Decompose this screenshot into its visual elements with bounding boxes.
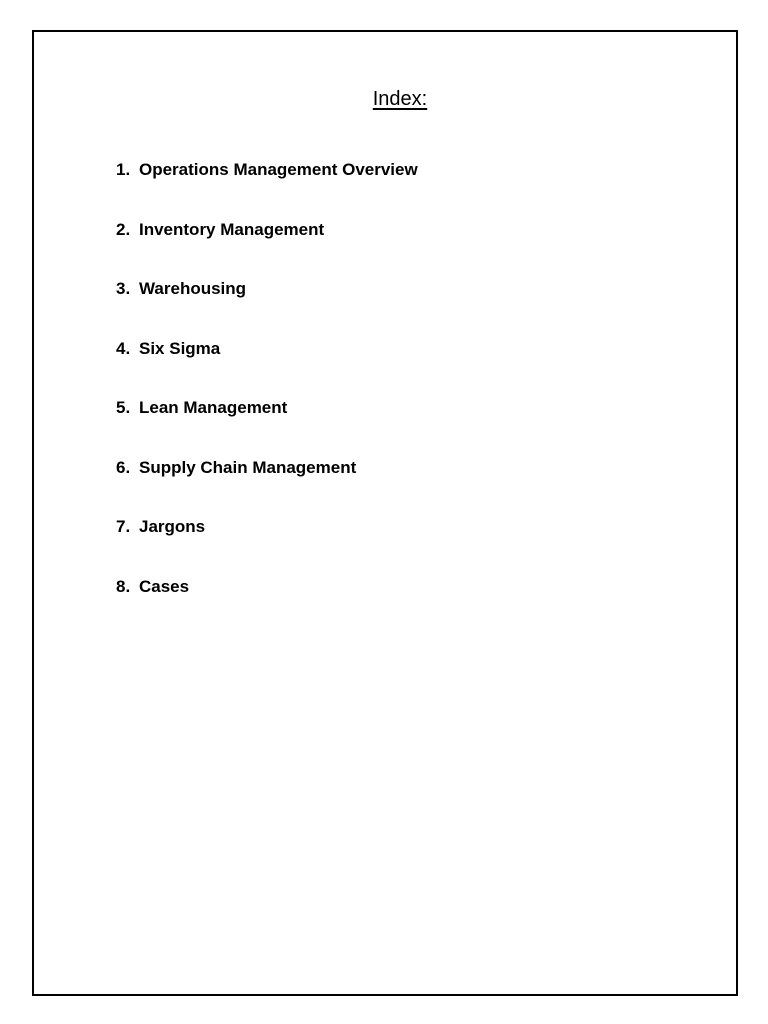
index-item-number: 2. bbox=[116, 219, 131, 239]
index-list bbox=[116, 160, 418, 636]
index-title: Index: bbox=[372, 88, 428, 110]
index-item-number: 3. bbox=[116, 279, 131, 298]
index-item bbox=[116, 517, 418, 577]
index-item bbox=[116, 279, 418, 339]
index-item-number: 5. bbox=[116, 398, 131, 417]
index-item-number: 4. bbox=[116, 338, 131, 358]
index-item bbox=[116, 577, 418, 637]
index-item-label: Lean Management bbox=[139, 398, 288, 417]
index-item-label: Operations Management Overview bbox=[139, 160, 418, 179]
index-item bbox=[116, 220, 418, 280]
index-item-number: 6. bbox=[116, 457, 131, 477]
index-item-label: Warehousing bbox=[139, 279, 247, 298]
index-item-label: Supply Chain Management bbox=[139, 457, 357, 477]
index-item-label: Inventory Management bbox=[139, 219, 325, 239]
index-item-label: Six Sigma bbox=[139, 338, 221, 358]
index-item bbox=[116, 160, 418, 220]
index-item bbox=[116, 339, 418, 399]
index-item-number: 1. bbox=[116, 160, 131, 179]
index-item-label: Cases bbox=[139, 576, 190, 596]
index-item bbox=[116, 458, 418, 518]
index-item-number: 8. bbox=[116, 576, 131, 596]
index-item-label: Jargons bbox=[139, 517, 206, 536]
index-item bbox=[116, 398, 418, 458]
index-item-number: 7. bbox=[116, 517, 131, 536]
